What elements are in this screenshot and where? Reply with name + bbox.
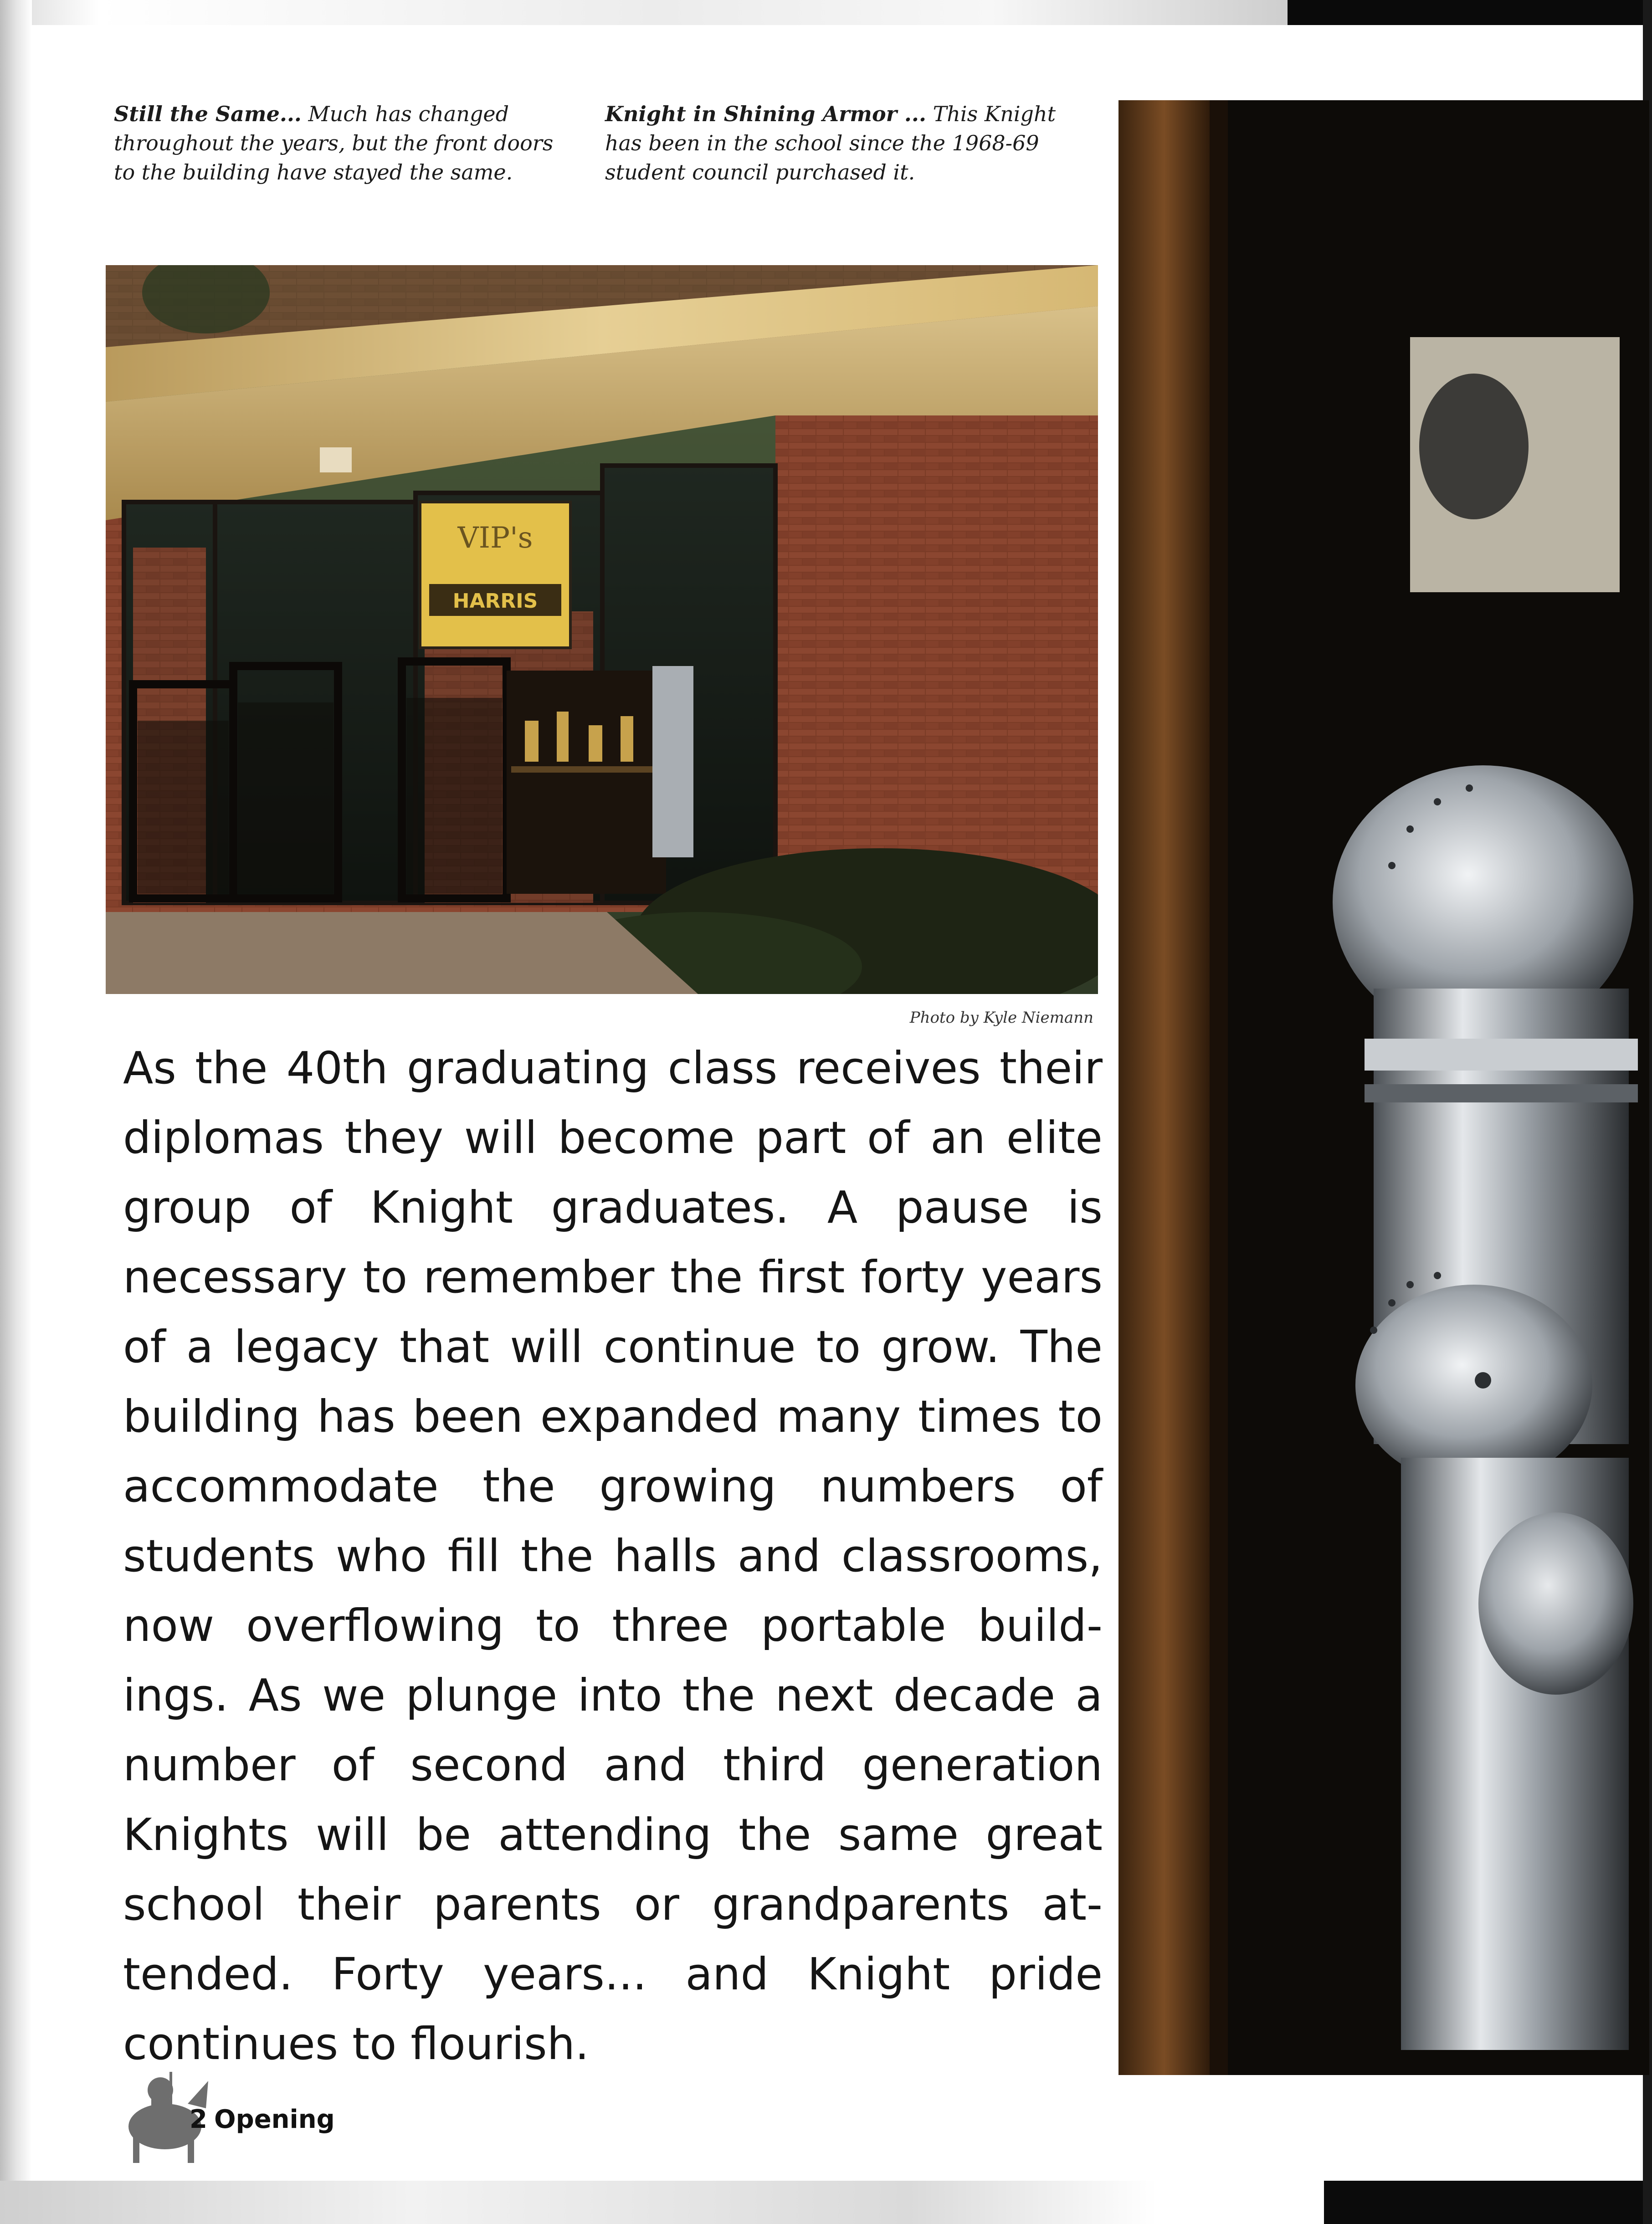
knight-armor-photo bbox=[1118, 100, 1649, 2075]
scan-edge-bottom-dark bbox=[1324, 2181, 1652, 2224]
caption-title: Still the Same... bbox=[114, 102, 302, 126]
scan-edge-left bbox=[0, 0, 32, 2224]
vip-sign-text: VIP's bbox=[457, 521, 533, 555]
page-number: 2 bbox=[190, 2105, 207, 2134]
school-entrance-photo bbox=[106, 265, 1098, 994]
knight-armor-illustration bbox=[1118, 100, 1649, 2075]
section-label: Opening bbox=[214, 2105, 335, 2134]
opening-paragraph: As the 40th graduating class receives their diplomas they will become part of an elite group of Knight graduates. A pause is necessary to remember the first forty years of a legacy that will continue to grow. The building has been expanded many times to accommodate the growing numbers of students who fill the halls and classrooms, now overflowing to three portable build-ings. As we plunge into the next decade a number of second and third generation Knights will be attending the same great school their parents or grandparents at-tended. Forty years... and Knight pride continues to flourish. bbox=[123, 1042, 1103, 2070]
school-entrance-illustration bbox=[106, 265, 1098, 994]
scan-edge-top-dark bbox=[1288, 0, 1652, 25]
caption-title: Knight in Shining Armor ... bbox=[605, 102, 926, 126]
photo-credit: Photo by Kyle Niemann bbox=[909, 1009, 1093, 1027]
caption-text: Much has changed throughout the years, but the front doors to the building have stayed the same. bbox=[114, 102, 554, 184]
harris-sign-text: HARRIS bbox=[452, 589, 538, 613]
caption-front-doors bbox=[114, 99, 574, 187]
caption-knight-armor bbox=[605, 99, 1065, 187]
caption-text: This Knight has been in the school since the 1968-69 student council purchased it. bbox=[605, 102, 1056, 184]
